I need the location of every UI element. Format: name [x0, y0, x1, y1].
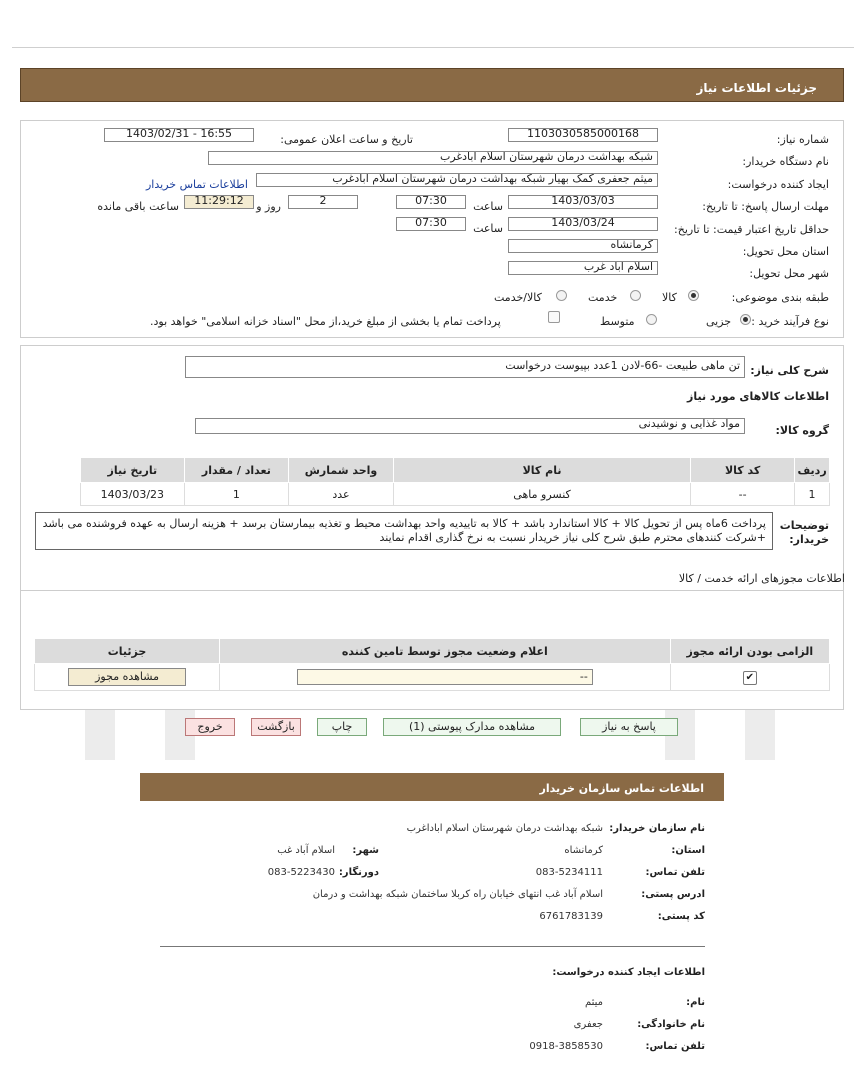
days-label: روز و [256, 200, 281, 213]
city-label: شهر محل تحویل: [749, 267, 829, 280]
treasury-checkbox[interactable] [548, 311, 560, 323]
category-goods-label: کالا [662, 291, 677, 304]
category-service-radio[interactable] [630, 290, 641, 301]
org-value: شبکه بهداشت درمان شهرستان اسلام اباداغرب [406, 823, 603, 834]
top-divider [12, 47, 854, 48]
creator-family-label: نام خانوادگی: [637, 1019, 705, 1030]
contact-phone-value: 083-5234111 [535, 867, 603, 878]
contact-postal-label: کد پستی: [657, 911, 705, 922]
need-description-field: تن ماهی طبیعت -66-لادن 1عدد بپیوست درخواست [185, 356, 745, 378]
permit-status-cell [220, 664, 670, 691]
page-header [20, 68, 844, 102]
validity-time-label: ساعت [473, 222, 503, 235]
contact-fax-label: دورنگار: [338, 867, 379, 878]
process-minor-radio[interactable] [740, 314, 751, 325]
goods-group-field: مواد غذایی و نوشیدنی [195, 418, 745, 434]
validity-date-field: 1403/03/24 [508, 217, 658, 231]
contact-province-label: استان: [671, 845, 705, 856]
col-unit: واحد شمارش [289, 458, 394, 483]
contact-city-value: اسلام آباد غب [277, 845, 335, 856]
announce-label: تاریخ و ساعت اعلان عمومی: [280, 133, 413, 146]
cell-code: -- [691, 483, 795, 506]
treasury-note: پرداخت تمام یا بخشی از مبلغ خرید،از محل "اسناد خزانه اسلامی" خواهد بود. [150, 315, 501, 328]
buyer-notes-field: پرداخت 6ماه پس از تحویل کالا + کالا استاندارد باشد + کالا به تاییدیه واحد بهداشت محیط و تغذیه بیمارستان برسد + هزینه ارسال به عهده فروشنده می باشد +شرکت کنندهای محترم طبق شرح کلی نیاز خریدار نسبت به نرخ گذاری اقدام نمایند [35, 512, 773, 550]
category-goods-radio[interactable] [688, 290, 699, 301]
validity-label: حداقل تاریخ اعتبار قیمت: تا تاریخ: [674, 223, 829, 236]
page-title: جزئیات اطلاعات نیاز [696, 81, 817, 95]
permit-required-checkbox[interactable]: ✔ [743, 671, 757, 685]
goods-table [80, 457, 830, 506]
category-service-label: خدمت [588, 291, 618, 304]
buyer-org-field: شبکه بهداشت درمان شهرستان اسلام ابادغرب [208, 151, 658, 165]
deadline-date-field: 1403/03/03 [508, 195, 658, 209]
deadline-label: مهلت ارسال پاسخ: تا تاریخ: [702, 200, 829, 213]
permits-title: اطلاعات مجوزهای ارائه خدمت / کالا [678, 572, 845, 585]
creator-phone-label: تلفن تماس: [645, 1041, 705, 1052]
need-number-field: 1103030585000168 [508, 128, 658, 142]
creator-family-value: جعفری [573, 1019, 603, 1030]
deadline-time-field: 07:30 [396, 195, 466, 209]
contact-fax-value: 083-5223430 [267, 867, 335, 878]
col-row: ردیف [795, 458, 830, 483]
col-permit-status: اعلام وضعیت مجوز توسط تامین کننده [220, 639, 670, 664]
permits-table-header [35, 639, 830, 664]
attachments-button[interactable]: مشاهده مدارک پیوستی (1) [383, 718, 561, 736]
table-row [35, 664, 830, 691]
contact-divider [160, 946, 705, 947]
col-date: تاریخ نیاز [81, 458, 185, 483]
validity-time-field: 07:30 [396, 217, 466, 231]
province-label: استان محل تحویل: [742, 245, 829, 258]
contact-phone-label: تلفن تماس: [645, 867, 705, 878]
remaining-label: ساعت باقی مانده [97, 200, 179, 213]
province-field: کرمانشاه [508, 239, 658, 253]
goods-table-header [81, 458, 830, 483]
category-label: طبقه بندی موضوعی: [731, 291, 829, 304]
buyer-contact-header [140, 773, 724, 801]
col-qty: تعداد / مقدار [184, 458, 288, 483]
process-label: نوع فرآیند خرید : [751, 315, 829, 328]
cell-qty: 1 [184, 483, 288, 506]
view-permit-button[interactable]: مشاهده مجوز [68, 668, 186, 686]
creator-phone-value: 0918-3858530 [529, 1041, 603, 1052]
days-field: 2 [288, 195, 358, 209]
creator-name-label: نام: [686, 997, 705, 1008]
process-medium-label: متوسط [600, 315, 635, 328]
need-description-label: شرح کلی نیاز: [750, 364, 829, 377]
permit-required-cell [670, 664, 829, 691]
buyer-org-label: نام دستگاه خریدار: [742, 155, 829, 168]
exit-button[interactable]: خروج [185, 718, 235, 736]
contact-city-label: شهر: [352, 845, 379, 856]
contact-address-label: ادرس پستی: [641, 889, 705, 900]
announce-field: 1403/02/31 - 16:55 [104, 128, 254, 142]
city-field: اسلام اباد غرب [508, 261, 658, 275]
cell-name: کنسرو ماهی [393, 483, 690, 506]
buyer-contact-title: اطلاعات تماس سازمان خریدار [539, 782, 704, 795]
cell-date: 1403/03/23 [81, 483, 185, 506]
col-permit-required: الزامی بودن ارائه مجوز [670, 639, 829, 664]
col-name: نام کالا [393, 458, 690, 483]
buyer-contact-link[interactable]: اطلاعات تماس خریدار [146, 178, 248, 191]
creator-info-title: اطلاعات ایجاد کننده درخواست: [552, 967, 705, 978]
permit-details-cell [35, 664, 220, 691]
need-number-label: شماره نیاز: [776, 133, 829, 146]
col-permit-details: جزئیات [35, 639, 220, 664]
creator-name-value: میثم [584, 997, 603, 1008]
goods-info-title: اطلاعات کالاهای مورد نیاز [687, 390, 829, 403]
table-row [81, 483, 830, 506]
process-medium-radio[interactable] [646, 314, 657, 325]
cell-row: 1 [795, 483, 830, 506]
creator-label: ایجاد کننده درخواست: [727, 178, 829, 191]
permit-status-field[interactable]: -- [297, 669, 593, 685]
buyer-notes-label: توضیحات خریدار: [779, 519, 829, 546]
contact-address-value: اسلام آباد غب انتهای خیابان راه کربلا ساختمان شبکه بهداشت و درمان [312, 889, 603, 900]
reply-button[interactable]: پاسخ به نیاز [580, 718, 678, 736]
goods-group-label: گروه کالا: [775, 424, 829, 437]
back-button[interactable]: بازگشت [251, 718, 301, 736]
cell-unit: عدد [289, 483, 394, 506]
print-button[interactable]: چاپ [317, 718, 367, 736]
remaining-time-field: 11:29:12 [184, 195, 254, 209]
contact-province-value: کرمانشاه [564, 845, 603, 856]
org-label: نام سازمان خریدار: [609, 823, 705, 834]
creator-field: میثم جعفری کمک بهیار شبکه بهداشت درمان شهرستان اسلام ابادغرب [256, 173, 658, 187]
category-both-label: کالا/خدمت [494, 291, 542, 304]
deadline-time-label: ساعت [473, 200, 503, 213]
contact-postal-value: 6761783139 [539, 911, 603, 922]
permits-table [34, 638, 830, 691]
category-both-radio[interactable] [556, 290, 567, 301]
process-minor-label: جزیی [706, 315, 732, 328]
col-code: کد کالا [691, 458, 795, 483]
